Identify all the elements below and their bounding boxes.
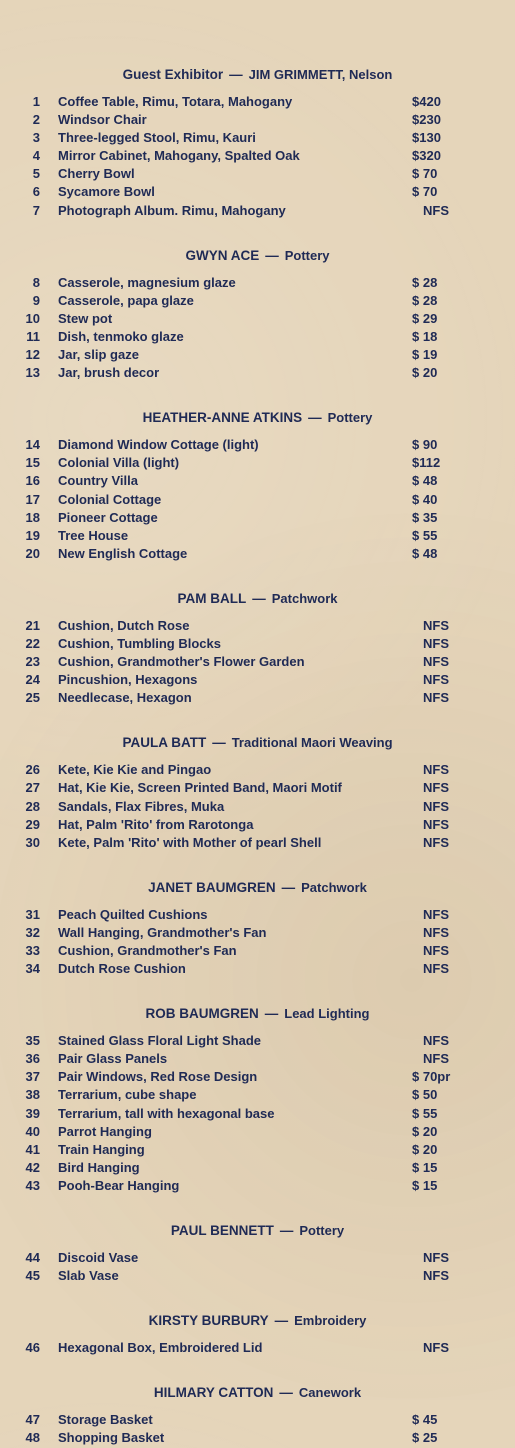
list-item [0, 274, 515, 292]
item-description: Shopping Basket [58, 1430, 165, 1446]
item-number: 45 [25, 1268, 40, 1284]
item-price: NFS [423, 834, 449, 850]
exhibitor-name: KIRSTY BURBURY [148, 1313, 269, 1329]
heading-dash: — [279, 1385, 293, 1401]
exhibitor-section [0, 590, 515, 707]
item-number: 17 [25, 491, 40, 507]
list-item [0, 1105, 515, 1123]
list-item [0, 202, 515, 220]
item-number: 16 [25, 473, 40, 489]
exhibitor-name: PAM BALL [177, 590, 247, 606]
item-description: Hexagonal Box, Embroidered Lid [58, 1340, 263, 1356]
exhibitor-heading [0, 247, 515, 265]
list-item [0, 310, 515, 328]
item-description: Hat, Kie Kie, Screen Printed Band, Maori Motif [58, 780, 342, 796]
item-description: Discoid Vase [58, 1250, 139, 1266]
item-price: $ 20 [412, 1123, 438, 1139]
item-price: NFS [423, 202, 449, 218]
list-item [0, 1032, 515, 1050]
item-number: 4 [32, 148, 40, 164]
list-item [0, 183, 515, 201]
list-item [0, 798, 515, 816]
item-description: Dish, tenmoko glaze [58, 328, 184, 344]
list-item [0, 472, 515, 490]
item-number: 2 [32, 112, 40, 128]
item-description: New English Cottage [58, 545, 188, 561]
item-price: NFS [423, 924, 449, 940]
heading-dash: — [229, 67, 243, 82]
item-description: Photograph Album. Rimu, Mahogany [58, 202, 286, 218]
item-price: $ 19 [412, 347, 438, 363]
item-number: 34 [25, 961, 40, 977]
list-item [0, 111, 515, 129]
list-item [0, 1249, 515, 1267]
exhibitor-section [0, 66, 515, 220]
item-description: Pair Glass Panels [58, 1051, 168, 1067]
item-price: NFS [423, 798, 449, 814]
item-price: $420 [412, 94, 441, 109]
exhibitor-medium: JIM GRIMMETT, Nelson [248, 67, 393, 82]
list-item [0, 147, 515, 165]
list-item [0, 671, 515, 689]
item-price: NFS [423, 943, 449, 958]
heading-dash: — [252, 590, 266, 606]
item-list [0, 1411, 515, 1447]
list-item [0, 653, 515, 671]
item-description: Cushion, Tumbling Blocks [58, 635, 221, 651]
list-item [0, 1429, 515, 1447]
item-price: $ 25 [412, 1430, 438, 1446]
item-price: NFS [423, 1051, 449, 1067]
item-price: $ 29 [412, 310, 438, 326]
exhibitor-medium: Pottery [284, 247, 330, 263]
exhibitor-name: PAUL BENNETT [170, 1223, 274, 1239]
exhibitor-section [0, 409, 515, 563]
exhibitor-section [0, 1222, 515, 1285]
list-item [0, 1177, 515, 1195]
exhibitor-section [0, 1005, 515, 1195]
item-number: 25 [25, 690, 40, 706]
item-number: 48 [25, 1430, 40, 1446]
item-number: 22 [25, 635, 40, 651]
item-price: $ 55 [412, 527, 438, 543]
item-number: 31 [25, 906, 40, 922]
item-number: 46 [25, 1340, 40, 1356]
item-description: Cushion, Grandmother's Fan [58, 943, 237, 958]
item-price: $ 28 [412, 274, 438, 290]
item-description: Dutch Rose Cushion [58, 961, 186, 977]
item-description: Storage Basket [58, 1412, 153, 1428]
heading-dash: — [212, 735, 226, 751]
list-item [0, 527, 515, 545]
item-description: Pair Windows, Red Rose Design [58, 1069, 258, 1085]
item-price: $ 50 [412, 1087, 438, 1103]
list-item [0, 761, 515, 779]
list-item [0, 1267, 515, 1285]
item-price: $ 48 [412, 545, 438, 561]
list-item [0, 779, 515, 797]
item-description: Sandals, Flax Fibres, Muka [58, 798, 225, 814]
item-number: 36 [25, 1051, 40, 1067]
exhibitor-heading [0, 66, 515, 84]
list-item [0, 1339, 515, 1357]
exhibitor-medium: Pottery [299, 1223, 345, 1239]
exhibitor-heading [0, 734, 515, 752]
item-number: 38 [25, 1087, 40, 1103]
exhibitor-heading [0, 1312, 515, 1330]
item-list [0, 906, 515, 978]
item-number: 28 [25, 798, 40, 814]
item-description: Slab Vase [58, 1268, 119, 1284]
item-description: Kete, Palm 'Rito' with Mother of pearl Shell [58, 834, 322, 850]
item-description: Diamond Window Cottage (light) [58, 437, 259, 453]
heading-dash: — [308, 410, 322, 426]
item-price: $ 70 [412, 166, 438, 182]
item-number: 29 [25, 816, 40, 832]
list-item [0, 1141, 515, 1159]
item-description: Cherry Bowl [58, 166, 135, 182]
item-number: 30 [25, 834, 40, 850]
item-number: 35 [25, 1033, 40, 1049]
item-price: $ 28 [412, 292, 438, 308]
item-number: 3 [32, 130, 40, 146]
item-list [0, 93, 515, 220]
item-description: Bird Hanging [58, 1159, 140, 1175]
item-number: 32 [25, 924, 40, 940]
heading-dash: — [274, 1313, 289, 1329]
item-list [0, 1032, 515, 1195]
list-item [0, 545, 515, 563]
item-number: 33 [25, 943, 40, 958]
item-price: NFS [423, 780, 449, 796]
item-description: Kete, Kie Kie and Pingao [58, 762, 212, 778]
exhibitor-name: HEATHER-ANNE ATKINS [142, 410, 303, 426]
item-price: $ 90 [412, 437, 438, 453]
item-price: NFS [423, 654, 449, 670]
item-price: NFS [423, 635, 449, 651]
exhibitor-medium: Patchwork [301, 879, 367, 895]
item-price: $ 48 [412, 473, 438, 489]
item-price: $ 18 [412, 328, 438, 344]
item-description: Cushion, Grandmother's Flower Garden [58, 654, 305, 670]
item-description: Hat, Palm 'Rito' from Rarotonga [58, 816, 254, 832]
item-description: Country Villa [58, 473, 138, 489]
item-number: 1 [32, 94, 40, 109]
exhibitor-name: GWYN ACE [185, 247, 260, 263]
item-list [0, 274, 515, 383]
item-price: NFS [423, 1340, 449, 1356]
item-list [0, 761, 515, 851]
item-description: Pincushion, Hexagons [58, 672, 198, 688]
item-price: NFS [423, 762, 449, 778]
item-price: $ 45 [412, 1412, 438, 1428]
list-item [0, 1086, 515, 1104]
list-item [0, 1159, 515, 1177]
exhibitor-medium: Canework [298, 1385, 362, 1401]
item-number: 18 [25, 509, 40, 525]
exhibitor-medium: Lead Lighting [284, 1006, 370, 1022]
list-item [0, 364, 515, 382]
list-item [0, 906, 515, 924]
item-price: NFS [423, 1250, 449, 1266]
exhibitor-section [0, 1312, 515, 1357]
exhibitor-medium: Pottery [327, 410, 373, 426]
item-number: 40 [25, 1123, 40, 1139]
item-number: 10 [25, 310, 40, 326]
item-description: Casserole, magnesium glaze [58, 274, 236, 290]
list-item [0, 328, 515, 346]
item-description: Pioneer Cottage [58, 509, 158, 525]
item-number: 44 [25, 1250, 40, 1266]
exhibitor-name: HILMARY CATTON [153, 1385, 274, 1401]
exhibitor-name: Guest Exhibitor [122, 67, 224, 82]
catalog-list [0, 66, 515, 1448]
item-description: Train Hanging [58, 1141, 145, 1157]
item-number: 11 [26, 328, 40, 344]
list-item [0, 960, 515, 978]
item-number: 15 [25, 455, 40, 471]
item-description: Wall Hanging, Grandmother's Fan [58, 924, 267, 940]
exhibitor-name: JANET BAUMGREN [148, 879, 276, 895]
list-item [0, 509, 515, 527]
heading-dash: — [264, 1006, 279, 1022]
item-description: Casserole, papa glaze [58, 292, 194, 308]
exhibitor-section [0, 247, 515, 383]
item-description: Terrarium, cube shape [58, 1087, 197, 1103]
item-description: Three-legged Stool, Rimu, Kauri [58, 130, 256, 146]
item-number: 39 [25, 1105, 40, 1121]
list-item [0, 617, 515, 635]
item-number: 12 [25, 347, 40, 363]
item-number: 21 [25, 617, 40, 633]
item-description: Parrot Hanging [58, 1123, 152, 1139]
item-price: $ 70 [412, 184, 438, 200]
exhibitor-name: ROB BAUMGREN [145, 1006, 259, 1022]
list-item [0, 1050, 515, 1068]
item-number: 13 [25, 365, 40, 381]
list-item [0, 1411, 515, 1429]
exhibitor-section [0, 734, 515, 851]
item-number: 24 [25, 672, 40, 688]
item-number: 41 [25, 1141, 40, 1157]
item-price: NFS [423, 961, 449, 977]
exhibitor-heading [0, 1005, 515, 1023]
item-price: NFS [423, 1033, 449, 1049]
item-price: $ 40 [412, 491, 438, 507]
list-item [0, 689, 515, 707]
item-price: $ 20 [412, 1141, 438, 1157]
item-price: NFS [423, 690, 449, 706]
item-number: 14 [25, 437, 40, 453]
list-item [0, 93, 515, 111]
exhibitor-heading [0, 1222, 515, 1240]
item-description: Jar, brush decor [58, 365, 160, 381]
item-description: Needlecase, Hexagon [58, 690, 192, 706]
list-item [0, 1123, 515, 1141]
item-description: Colonial Cottage [58, 491, 162, 507]
list-item [0, 292, 515, 310]
item-description: Tree House [58, 527, 129, 543]
list-item [0, 165, 515, 183]
list-item [0, 129, 515, 147]
list-item [0, 346, 515, 364]
item-list [0, 617, 515, 707]
exhibitor-medium: Embroidery [294, 1313, 367, 1329]
item-price: NFS [423, 617, 449, 633]
list-item [0, 816, 515, 834]
item-number: 42 [25, 1159, 40, 1175]
item-list [0, 436, 515, 563]
item-description: Stained Glass Floral Light Shade [58, 1033, 261, 1049]
item-description: Pooh-Bear Hanging [58, 1177, 180, 1193]
item-number: 8 [32, 274, 40, 290]
item-description: Coffee Table, Rimu, Totara, Mahogany [58, 94, 293, 109]
heading-dash: — [281, 879, 296, 895]
item-number: 19 [25, 527, 40, 543]
list-item [0, 635, 515, 653]
item-price: $ 15 [412, 1177, 438, 1193]
item-list [0, 1339, 515, 1357]
item-price: NFS [423, 816, 449, 832]
item-price: NFS [423, 906, 449, 922]
item-price: $320 [412, 148, 441, 164]
exhibitor-section [0, 1384, 515, 1447]
item-number: 7 [32, 202, 40, 218]
item-price: $230 [412, 112, 441, 128]
list-item [0, 491, 515, 509]
item-price: NFS [423, 672, 449, 688]
item-description: Windsor Chair [58, 112, 147, 128]
item-number: 9 [32, 292, 40, 308]
item-number: 43 [25, 1177, 40, 1193]
item-price: $ 20 [412, 365, 438, 381]
item-price: NFS [423, 1268, 449, 1284]
exhibitor-name: PAULA BATT [122, 735, 207, 751]
item-description: Sycamore Bowl [58, 184, 155, 200]
item-number: 23 [25, 654, 40, 670]
item-price: $ 55 [412, 1105, 438, 1121]
exhibitor-medium: Patchwork [271, 590, 338, 606]
exhibitor-heading [0, 879, 515, 897]
item-description: Jar, slip gaze [58, 347, 139, 363]
heading-dash: — [279, 1223, 294, 1239]
exhibitor-heading [0, 590, 515, 608]
item-price: $ 15 [412, 1159, 438, 1175]
item-number: 20 [25, 545, 40, 561]
item-price: $112 [412, 455, 441, 471]
item-number: 47 [25, 1412, 40, 1428]
item-description: Peach Quilted Cushions [58, 906, 208, 922]
item-description: Mirror Cabinet, Mahogany, Spalted Oak [58, 148, 300, 164]
item-price: $ 70pr [412, 1069, 451, 1085]
item-description: Stew pot [58, 310, 113, 326]
item-description: Terrarium, tall with hexagonal base [58, 1105, 275, 1121]
item-price: $130 [412, 130, 441, 146]
exhibitor-heading [0, 409, 515, 427]
item-number: 5 [32, 166, 40, 182]
list-item [0, 942, 515, 960]
item-number: 37 [25, 1069, 40, 1085]
list-item [0, 1068, 515, 1086]
list-item [0, 454, 515, 472]
item-description: Colonial Villa (light) [58, 455, 180, 471]
list-item [0, 924, 515, 942]
item-number: 27 [25, 780, 40, 796]
item-number: 26 [25, 762, 40, 778]
item-description: Cushion, Dutch Rose [58, 617, 190, 633]
list-item [0, 834, 515, 852]
list-item [0, 436, 515, 454]
exhibitor-section [0, 879, 515, 978]
item-number: 6 [32, 184, 40, 200]
item-price: $ 35 [412, 509, 438, 525]
item-list [0, 1249, 515, 1285]
exhibitor-medium: Traditional Maori Weaving [231, 735, 393, 751]
heading-dash: — [265, 247, 279, 263]
